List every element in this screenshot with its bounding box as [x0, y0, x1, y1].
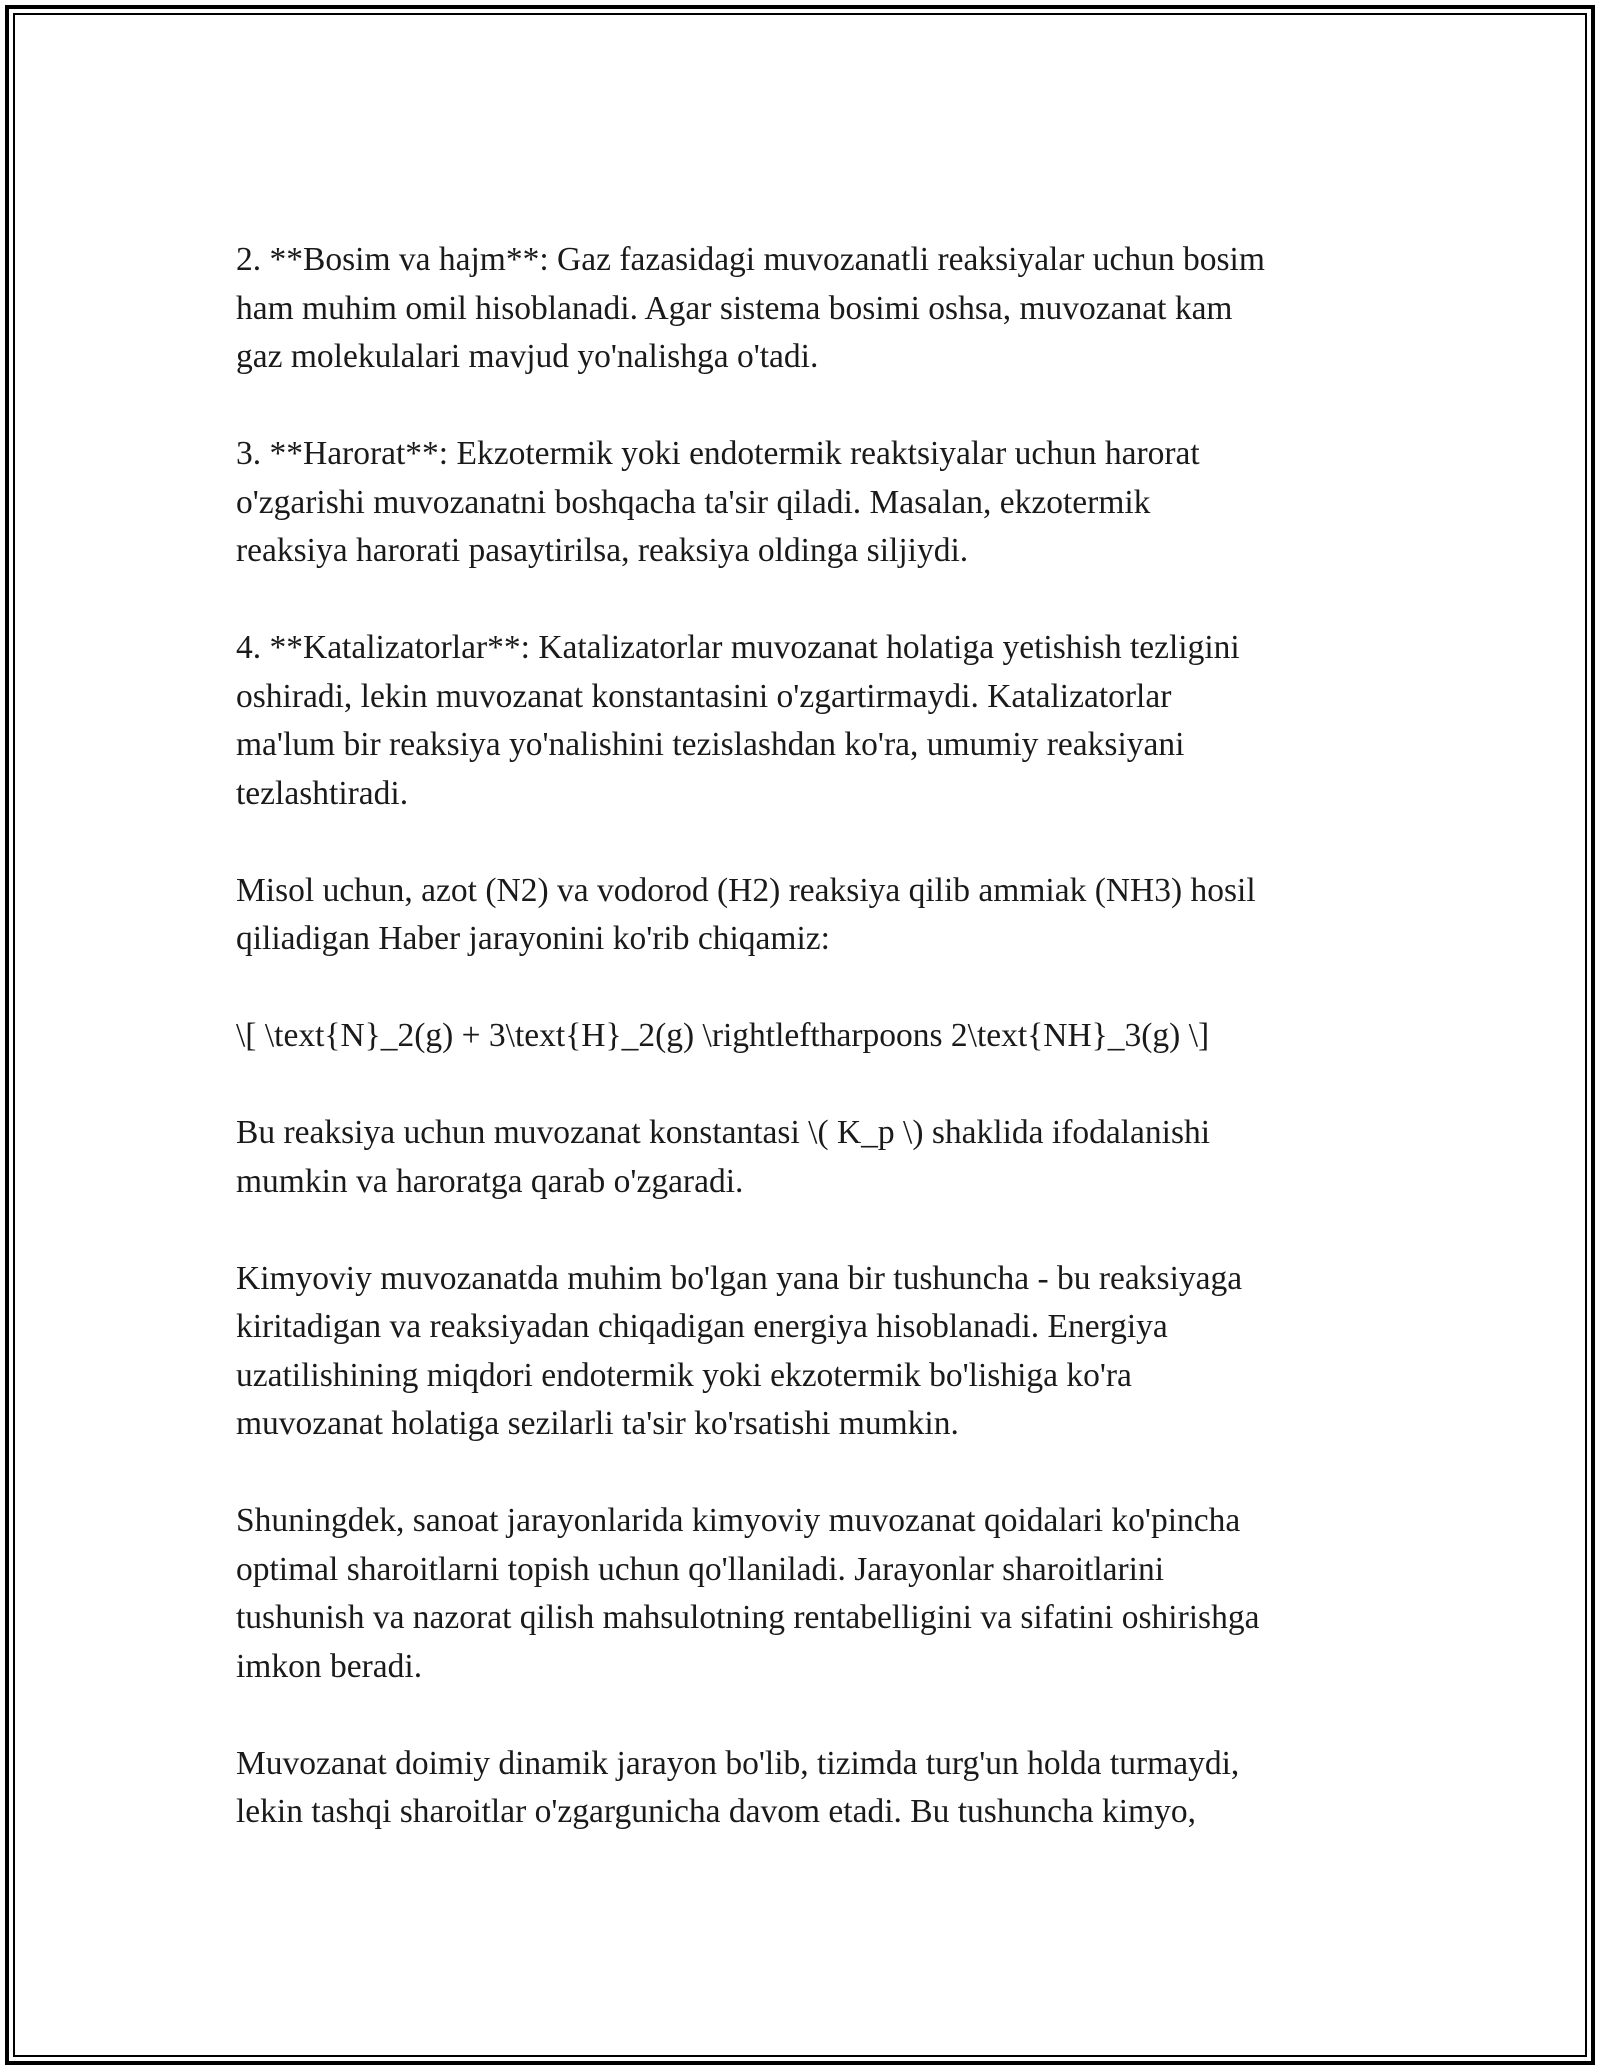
paragraph-katalizatorlar [236, 624, 1376, 818]
text-line: oshiradi, lekin muvozanat konstantasini o'zgartirmaydi. Katalizatorlar [236, 677, 1172, 715]
text-line: ham muhim omil hisoblanadi. Agar sistema bosimi oshsa, muvozanat kam [236, 289, 1233, 327]
text-line: tushunish va nazorat qilish mahsulotning rentabelligini va sifatini oshirishga [236, 1599, 1260, 1636]
paragraph-bosim-va-hajm [236, 236, 1376, 382]
document-body [236, 236, 1376, 1885]
text-line: reaksiya harorati pasaytirilsa, reaksiya oldinga siljiydi. [236, 532, 969, 569]
text-line: 3. **Harorat**: Ekzotermik yoki endotermik reaktsiyalar uchun harorat [236, 435, 1200, 472]
text-line: tezlashtiradi. [236, 774, 409, 812]
text-line: Shuningdek, sanoat jarayonlarida kimyoviy muvozanat qoidalari ko'pincha [236, 1502, 1241, 1539]
text-line: imkon beradi. [236, 1647, 423, 1685]
paragraph-energiya [236, 1255, 1376, 1449]
text-line: Kimyoviy muvozanatda muhim bo'lgan yana bir tushuncha - bu reaksiyaga [236, 1259, 1243, 1297]
text-line: qiliadigan Haber jarayonini ko'rib chiqamiz: [236, 920, 830, 957]
text-line: uzatilishining miqdori endotermik yoki ekzotermik bo'lishiga ko'ra [236, 1356, 1132, 1394]
text-line: ma'lum bir reaksiya yo'nalishini tezislashdan ko'ra, umumiy reaksiyani [236, 726, 1185, 763]
equation-line: \[ \text{N}_2(g) + 3\text{H}_2(g) \rightleftharpoons 2\text{NH}_3(g) \] [236, 1017, 1210, 1054]
text-line: kiritadigan va reaksiyadan chiqadigan energiya hisoblanadi. Energiya [236, 1308, 1168, 1345]
text-line: mumkin va haroratga qarab o'zgaradi. [236, 1162, 744, 1200]
text-line: Muvozanat doimiy dinamik jarayon bo'lib, tizimda turg'un holda turmaydi, [236, 1744, 1240, 1782]
paragraph-haber-example [236, 867, 1376, 964]
paragraph-sanoat [236, 1497, 1376, 1691]
text-line: lekin tashqi sharoitlar o'zgargunicha davom etadi. Bu tushuncha kimyo, [236, 1793, 1196, 1830]
text-line: optimal sharoitlarni topish uchun qo'llaniladi. Jarayonlar sharoitlarini [236, 1550, 1165, 1588]
paragraph-dinamik [236, 1740, 1376, 1837]
text-line: 2. **Bosim va hajm**: Gaz fazasidagi muvozanatli reaksiyalar uchun bosim [236, 241, 1265, 278]
paragraph-kp [236, 1109, 1376, 1206]
text-line: o'zgarishi muvozanatni boshqacha ta'sir qiladi. Masalan, ekzotermik [236, 483, 1151, 521]
text-line: muvozanat holatiga sezilarli ta'sir ko'rsatishi mumkin. [236, 1405, 959, 1442]
equation-haber [236, 1012, 1376, 1061]
text-line: 4. **Katalizatorlar**: Katalizatorlar muvozanat holatiga yetishish tezligini [236, 629, 1240, 666]
text-line: Misol uchun, azot (N2) va vodorod (H2) reaksiya qilib ammiak (NH3) hosil [236, 871, 1256, 909]
text-line: gaz molekulalari mavjud yo'nalishga o'tadi. [236, 338, 819, 375]
text-line: Bu reaksiya uchun muvozanat konstantasi \( K_p \) shaklida ifodalanishi [236, 1114, 1211, 1151]
paragraph-harorat [236, 430, 1376, 576]
